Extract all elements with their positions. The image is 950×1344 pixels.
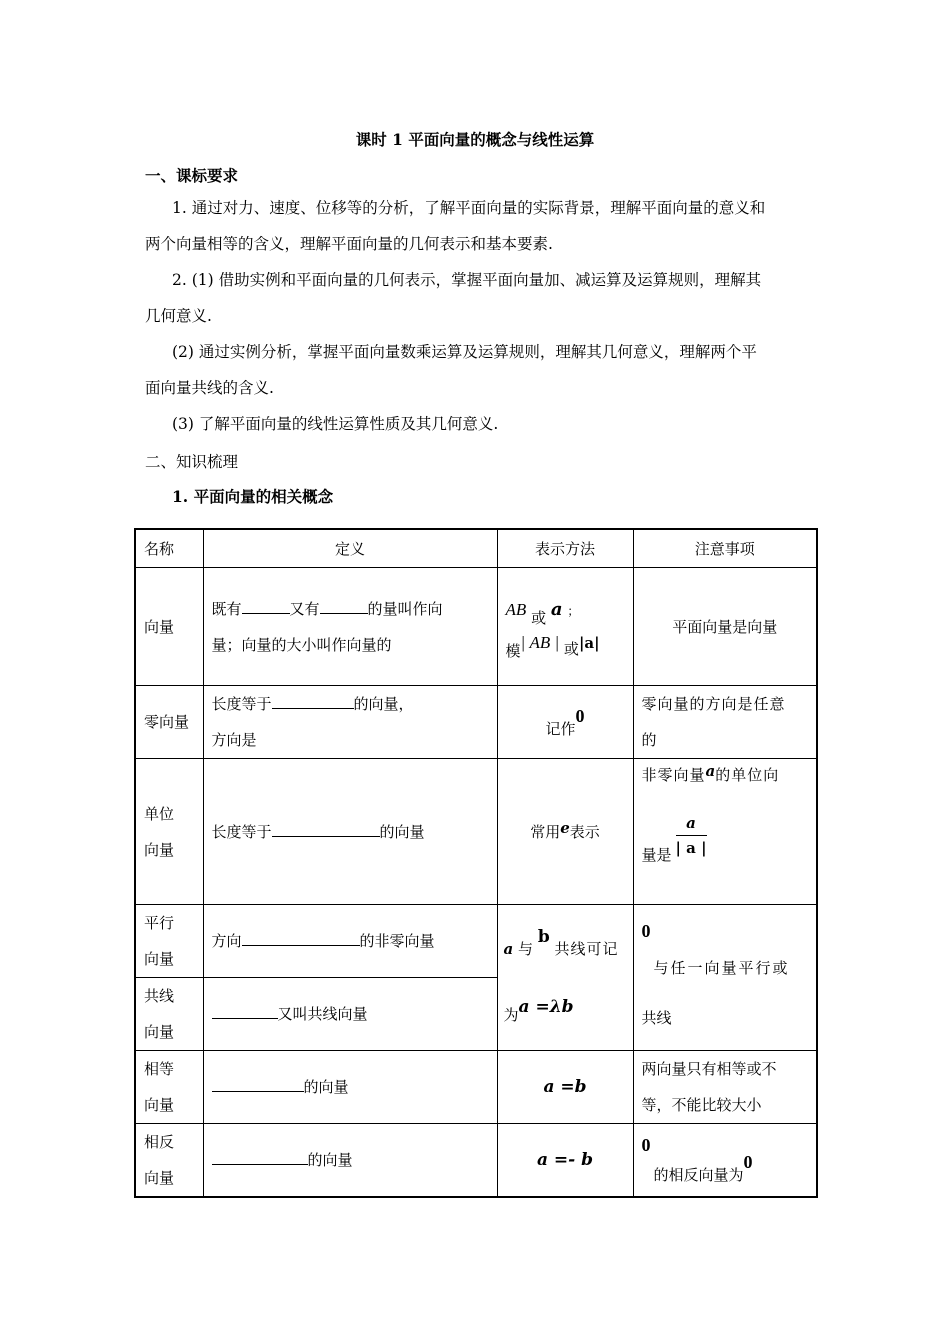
text: 又有 (289, 599, 320, 618)
cell-notes (633, 759, 817, 905)
text: 的单位向 (715, 766, 780, 784)
table-row-vector (135, 568, 817, 686)
subsection-heading-concepts: 1. 平面向量的相关概念 (172, 487, 334, 506)
cell-notes (633, 1051, 817, 1124)
table-row-parallel-vector (135, 905, 817, 978)
table-row-unit-vector (135, 759, 817, 905)
text: 与任一向量平行或 (653, 959, 790, 977)
fill-blank (212, 1001, 278, 1019)
cell-name (135, 978, 203, 1051)
text: 的非零向量 (359, 932, 435, 950)
standard-item-2-3 (145, 406, 810, 442)
text: 向量 (144, 950, 175, 968)
cell-notes (633, 686, 817, 759)
text: ； (567, 604, 580, 618)
text: 方向 (211, 932, 242, 950)
text: 零向量的方向是任意 (641, 695, 786, 713)
cell-definition (203, 686, 497, 759)
cell-representation-parallel-collinear (497, 905, 633, 1051)
section-heading-standards: 一、课标要求 (145, 166, 239, 185)
cell-definition (203, 1124, 497, 1198)
cell-name (135, 1124, 203, 1198)
text: 平行 (144, 914, 175, 932)
fill-blank (272, 819, 380, 837)
text: 表示 (569, 822, 600, 841)
text-line: 几何意义. (145, 307, 212, 325)
cell-name: 零向量 (135, 686, 203, 759)
cell-definition (203, 905, 497, 978)
cell-representation (497, 1051, 633, 1124)
text: 既有 (211, 599, 242, 618)
cell-name (135, 1051, 203, 1124)
header-representation: 表示方法 (497, 529, 633, 568)
header-definition: 定义 (203, 529, 497, 568)
unit-vector-fraction (676, 811, 707, 860)
text: 的向量 (307, 1151, 353, 1169)
text: 为 (503, 1005, 519, 1024)
table-row-equal-vector (135, 1051, 817, 1124)
text: 长度等于 (211, 822, 272, 841)
text: 与 (518, 939, 534, 958)
table-row-opposite-vector (135, 1124, 817, 1198)
cell-definition (203, 1051, 497, 1124)
cell-name (135, 905, 203, 978)
text-line: 2. (1) 借助实例和平面向量的几何表示，掌握平面向量加、减运算及运算规则，理解其 (172, 271, 762, 289)
text: 量是 (641, 846, 672, 864)
vector-a-symbol: a (503, 939, 514, 958)
equal-formula: a =b (543, 1077, 587, 1097)
vector-ab-symbol: AB (505, 600, 527, 619)
text: 向量 (144, 1023, 175, 1041)
fill-blank (320, 596, 368, 614)
vector-b-symbol: b (537, 926, 550, 947)
header-notes: 注意事项 (633, 529, 817, 568)
text-line: (2) 通过实例分析，掌握平面向量数乘运算及运算规则，理解其几何意义，理解两个平 (172, 343, 757, 361)
standard-item-2-2 (145, 334, 810, 406)
text: 两向量只有相等或不 (641, 1060, 777, 1078)
text: 量；向量的大小叫作向量的 (211, 635, 392, 654)
lesson-title: 课时 1 平面向量的概念与线性运算 (355, 130, 595, 149)
table-row-zero-vector (135, 686, 817, 759)
standard-item-2 (145, 262, 810, 334)
text: 方向是 (211, 731, 257, 749)
magnitude-a-symbol: |a| (578, 634, 600, 652)
collinear-formula: a =λb (518, 996, 574, 1017)
text: 的 (641, 731, 657, 749)
text: 的相反向量为 (653, 1166, 744, 1184)
cell-representation (497, 686, 633, 759)
text: 向量 (144, 1169, 175, 1187)
text: 单位 (144, 804, 175, 823)
fraction-denominator: | a | (675, 839, 707, 857)
cell-definition (203, 759, 497, 905)
cell-name (135, 759, 203, 905)
text-line: (3) 了解平面向量的线性运算性质及其几何意义. (172, 415, 499, 433)
cell-name: 向量 (135, 568, 203, 686)
zero-vector-symbol: 0 (641, 1135, 651, 1155)
vector-a-symbol: a (550, 599, 563, 620)
unit-vector-e-symbol: e (560, 818, 570, 837)
vector-a-symbol: a (705, 762, 716, 780)
text: 模 (505, 642, 521, 660)
opposite-formula: a =- b (536, 1150, 594, 1170)
text: 非零向量 (641, 766, 706, 784)
standard-item-1 (145, 190, 810, 262)
magnitude-ab-symbol: | AB | (520, 633, 560, 652)
text: 共线可记 (554, 939, 619, 958)
text: 或 (563, 640, 579, 658)
fill-blank (272, 691, 354, 709)
text-line: 面向量共线的含义. (145, 379, 274, 397)
concept-table (134, 528, 818, 1198)
header-name: 名称 (135, 529, 203, 568)
fill-blank (242, 596, 290, 614)
zero-vector-symbol: 0 (743, 1152, 753, 1172)
cell-representation (497, 568, 633, 686)
text: 常用 (530, 822, 561, 841)
fill-blank (242, 928, 360, 946)
zero-vector-symbol: 0 (575, 705, 585, 726)
fill-blank (212, 1074, 304, 1092)
text: 长度等于 (211, 695, 272, 713)
fraction-numerator: a (676, 811, 707, 836)
cell-notes (633, 1124, 817, 1198)
text: 记作 (545, 719, 576, 738)
text: 向量 (144, 840, 175, 859)
text: 相反 (144, 1133, 175, 1151)
text: 相等 (144, 1060, 175, 1078)
zero-vector-symbol: 0 (641, 921, 651, 941)
text: 的向量 (379, 822, 425, 841)
cell-representation (497, 759, 633, 905)
text: 的向量， (353, 695, 414, 713)
cell-representation (497, 1124, 633, 1198)
text: 等，不能比较大小 (641, 1096, 762, 1114)
cell-notes: 平面向量是向量 (633, 568, 817, 686)
cell-notes-parallel-collinear (633, 905, 817, 1051)
text-line: 1. 通过对力、速度、位移等的分析，了解平面向量的实际背景，理解平面向量的意义和 (172, 199, 766, 217)
text: 或 (531, 609, 547, 627)
text: 又叫共线向量 (277, 1005, 368, 1023)
cell-definition (203, 568, 497, 686)
text: 的量叫作向 (367, 599, 443, 618)
cell-definition (203, 978, 497, 1051)
text: 向量 (144, 1096, 175, 1114)
section-heading-knowledge: 二、知识梳理 (145, 453, 239, 471)
text: 共线 (144, 987, 175, 1005)
text: 共线 (641, 1009, 672, 1027)
text-line: 两个向量相等的含义，理解平面向量的几何表示和基本要素. (145, 235, 553, 253)
text: 的向量 (303, 1078, 349, 1096)
fill-blank (212, 1147, 308, 1165)
table-header-row (135, 529, 817, 568)
